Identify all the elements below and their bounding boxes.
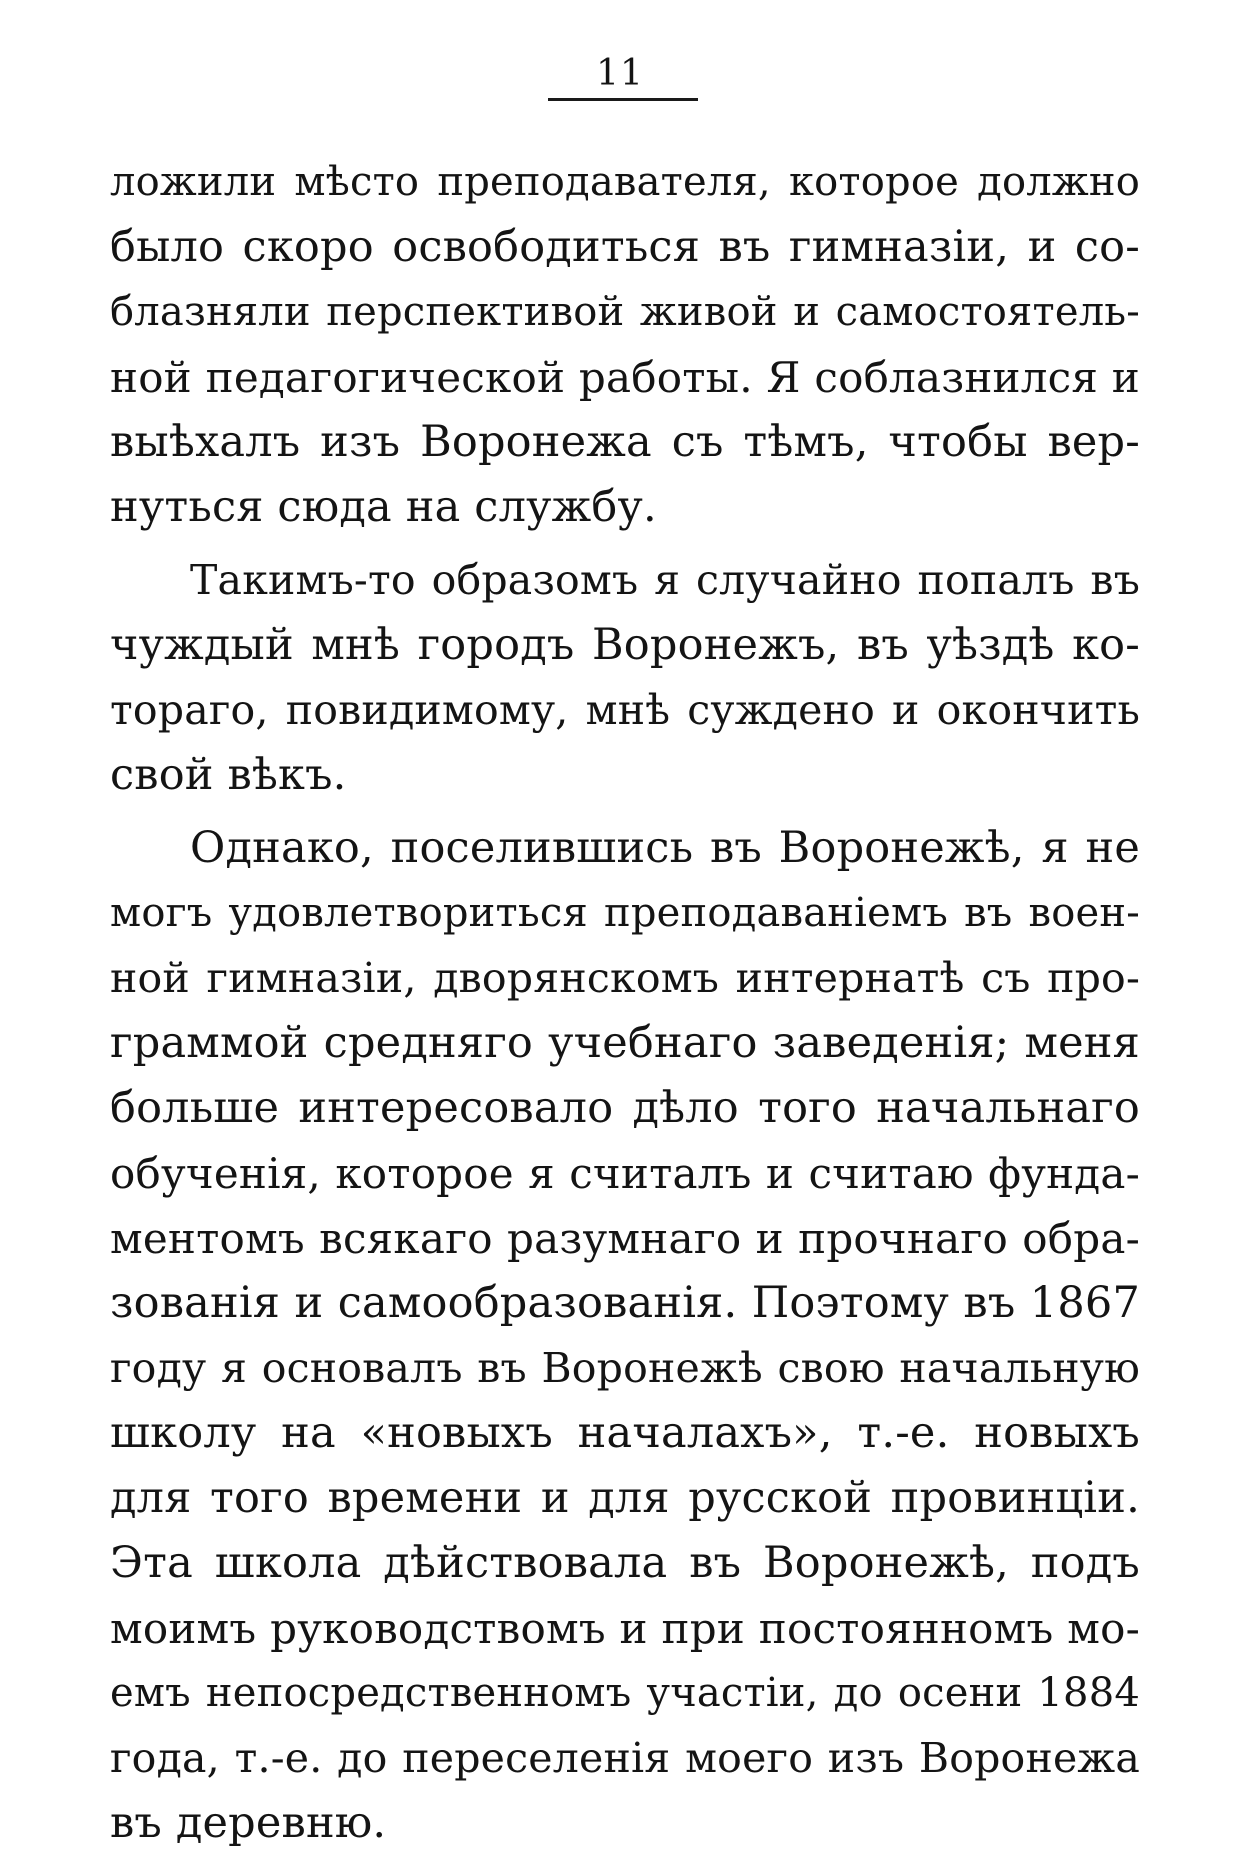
paragraph-1 [110,150,1140,540]
paragraph-3 [110,816,1140,1856]
text-line: граммой средняго учебнаго заведенія; меня [110,1018,1140,1068]
text-line: ментомъ всякаго разумнаго и прочнаго обра- [110,1214,1140,1263]
body-text [110,150,1140,1864]
text-line: Эта школа дѣйствовала въ Воронежѣ, подъ [110,1538,1140,1588]
text-line: школу на «новыхъ началахъ», т.-е. новыхъ [110,1408,1140,1458]
text-line: ной педагогической работы. Я соблазнился и [110,353,1140,402]
text-line: Такимъ-то образомъ я случайно попалъ въ [190,556,1140,604]
text-line: года, т.-е. до переселенія моего изъ Воронежа [110,1734,1140,1782]
text-line: моимъ руководствомъ и при постоянномъ мо- [110,1604,1140,1653]
text-line: больше интересовало дѣло того начальнаго [110,1083,1140,1133]
page-number-rule [548,98,698,101]
text-line: Однако, поселившись въ Воронежѣ, я не [190,823,1140,873]
text-line: нуться сюда на службу. [110,482,657,532]
text-line: блазняли перспективой живой и самостоятель- [110,289,1140,335]
text-line: обученія, которое я считалъ и считаю фунда- [110,1149,1140,1198]
text-line: чуждый мнѣ городъ Воронежъ, въ уѣздѣ ко- [110,620,1140,670]
text-line: зованія и самообразованія. Поэтому въ 1867 [110,1278,1140,1328]
text-line: свой вѣкъ. [110,750,347,800]
text-line: тораго, повидимому, мнѣ суждено и окончить [110,686,1140,734]
text-line: году я основалъ въ Воронежѣ свою начальную [110,1344,1140,1392]
text-line: ложили мѣсто преподавателя, которое должно [110,159,1140,205]
text-line: было скоро освободиться въ гимназіи, и со- [110,222,1140,272]
text-line: въ деревню. [110,1798,387,1848]
text-line: ной гимназіи, дворянскомъ интернатѣ съ про- [110,954,1140,1002]
text-line: емъ непосредственномъ участіи, до осени 1884 [110,1670,1140,1716]
text-line: могъ удовлетвориться преподаваніемъ въ воен- [110,890,1140,936]
text-line: для того времени и для русской провинціи. [110,1473,1140,1523]
text-line: выѣхалъ изъ Воронежа съ тѣмъ, чтобы вер- [110,417,1140,467]
page-number: 11 [596,53,644,94]
paragraph-2 [110,548,1140,808]
